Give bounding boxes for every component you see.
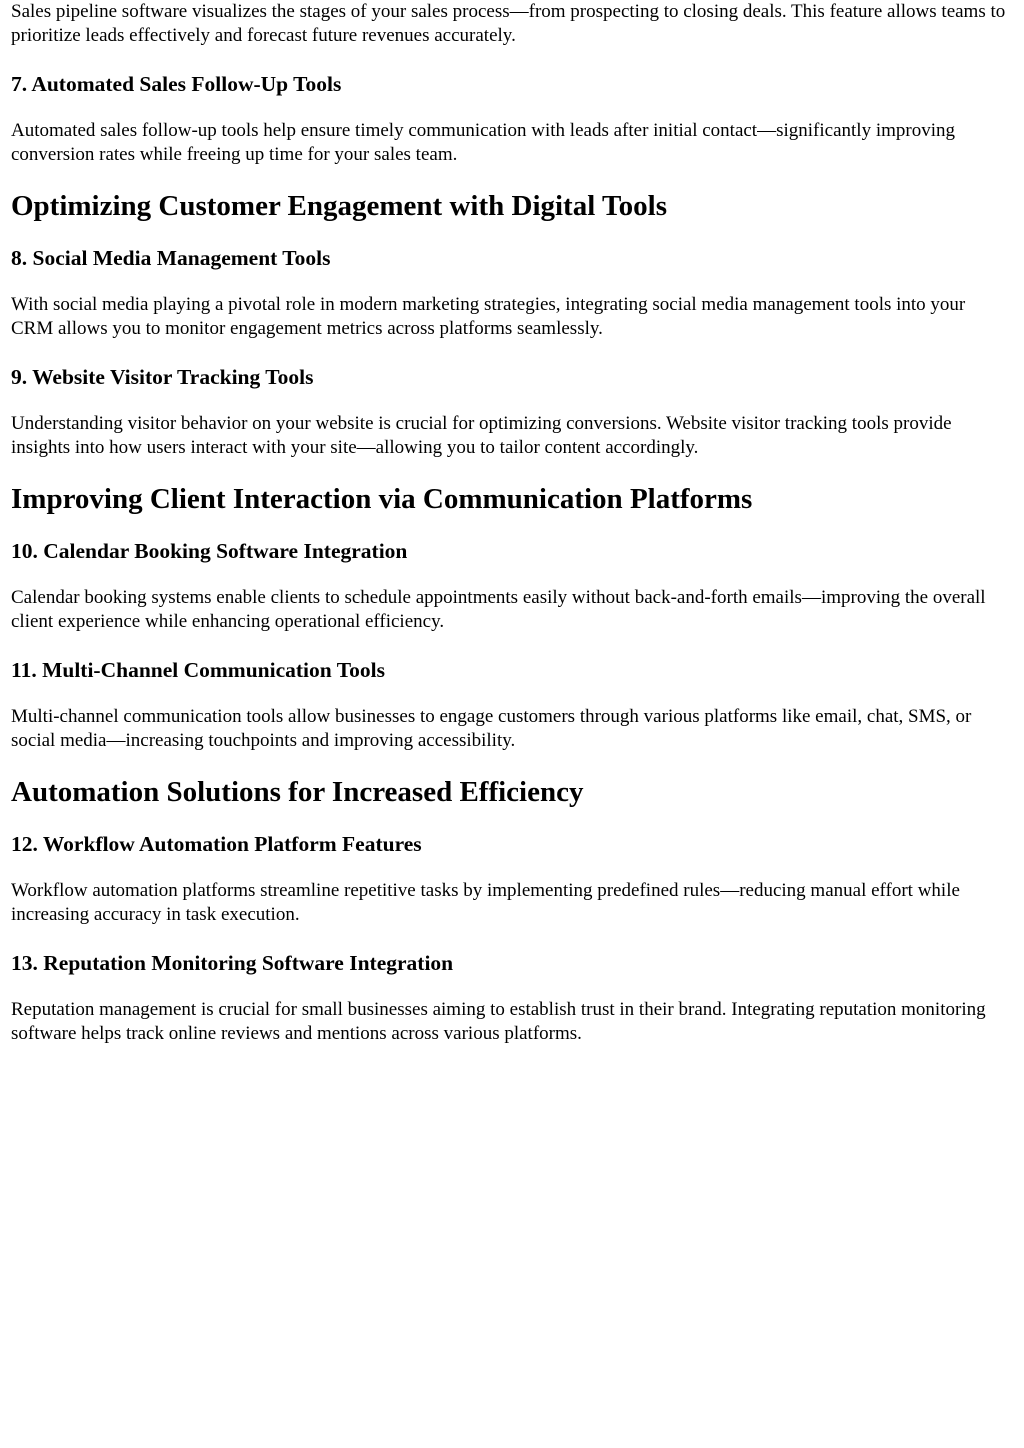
heading-workflow-automation: 12. Workflow Automation Platform Features bbox=[11, 832, 422, 856]
section-heading-customer-engagement: Optimizing Customer Engagement with Digital Tools bbox=[11, 190, 668, 222]
paragraph-calendar-booking: Calendar booking systems enable clients to schedule appointments easily without back-and-forth emails—improving the overall client experience while enhancing operational efficiency. bbox=[11, 587, 986, 632]
heading-social-media-management: 8. Social Media Management Tools bbox=[11, 246, 331, 270]
section-heading-automation-solutions: Automation Solutions for Increased Efficiency bbox=[11, 776, 584, 808]
paragraph-social-media-management: With social media playing a pivotal role in modern marketing strategies, integrating social media management tools into your CRM allows you to monitor engagement metrics across platforms seamlessly. bbox=[11, 294, 966, 339]
paragraph-website-visitor-tracking: Understanding visitor behavior on your website is crucial for optimizing conversions. Website visitor tracking tools provide insights into how users interact with your site—allowing you to tailor content accordingly. bbox=[11, 413, 952, 458]
paragraph-automated-sales-follow-up: Automated sales follow-up tools help ensure timely communication with leads after initial contact—significantly improving conversion rates while freeing up time for your sales team. bbox=[11, 120, 955, 165]
paragraph-multi-channel-communication: Multi-channel communication tools allow businesses to engage customers through various platforms like email, chat, SMS, or social media—increasing touchpoints and improving accessibility. bbox=[11, 706, 972, 751]
heading-multi-channel-communication: 11. Multi-Channel Communication Tools bbox=[11, 658, 385, 682]
section-heading-client-interaction: Improving Client Interaction via Communication Platforms bbox=[11, 483, 753, 515]
heading-automated-sales-follow-up: 7. Automated Sales Follow-Up Tools bbox=[11, 72, 342, 96]
paragraph-sales-pipeline: Sales pipeline software visualizes the stages of your sales process—from prospecting to closing deals. This feature allows teams to prioritize leads effectively and forecast future revenues accurately. bbox=[11, 1, 1006, 46]
heading-website-visitor-tracking: 9. Website Visitor Tracking Tools bbox=[11, 365, 314, 389]
heading-calendar-booking: 10. Calendar Booking Software Integration bbox=[11, 539, 408, 563]
document-page bbox=[11, 0, 1011, 1045]
heading-reputation-monitoring: 13. Reputation Monitoring Software Integration bbox=[11, 951, 454, 975]
paragraph-reputation-monitoring: Reputation management is crucial for small businesses aiming to establish trust in their brand. Integrating reputation monitoring software helps track online reviews and mentions across various platforms. bbox=[11, 999, 986, 1044]
paragraph-workflow-automation: Workflow automation platforms streamline repetitive tasks by implementing predefined rules—reducing manual effort while increasing accuracy in task execution. bbox=[11, 880, 960, 925]
